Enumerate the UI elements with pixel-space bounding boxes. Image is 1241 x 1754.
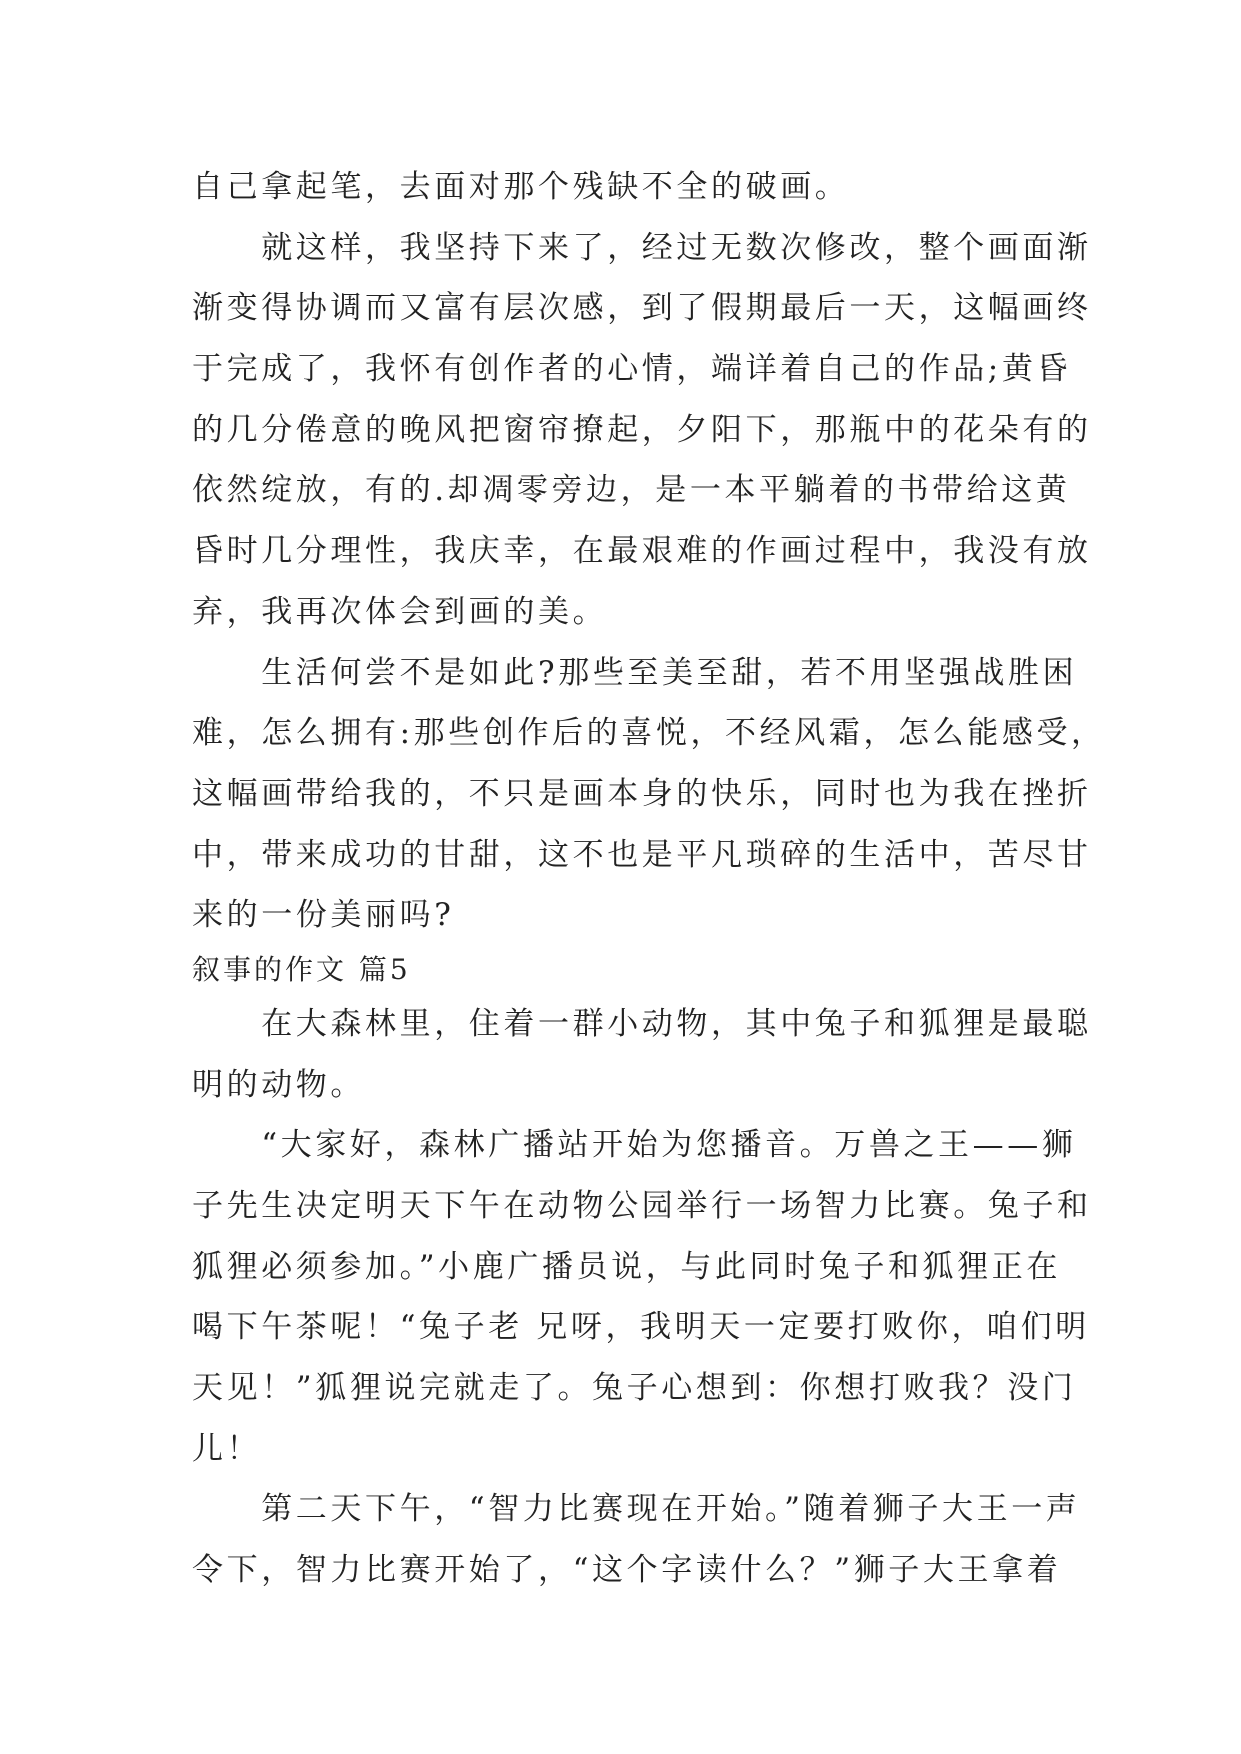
- text-line: 来的一份美丽吗?: [192, 897, 455, 934]
- text-line: 自己拿起笔，去面对那个残缺不全的破画。: [192, 169, 850, 205]
- text-line: 第二天下午，“智力比赛现在开始。”随着狮子大王一声: [192, 1491, 1081, 1528]
- text-line: 在大森林里，住着一群小动物，其中兔子和狐狸是最聪: [192, 1005, 1092, 1042]
- text-line: 难，怎么拥有:那些创作后的喜悦，不经风霜，怎么能感受，: [192, 715, 1106, 752]
- text-line: 子先生决定明天下午在动物公园举行一场智力比赛。兔子和: [192, 1188, 1092, 1224]
- text-line: 弃，我再次体会到画的美。: [192, 593, 608, 630]
- text-line: 这幅画带给我的，不只是画本身的快乐，同时也为我在挫折: [192, 775, 1092, 812]
- text-line: 明的动物。: [192, 1066, 365, 1103]
- text-line: 的几分倦意的晚风把窗帘撩起，夕阳下，那瓶中的花朵有的: [192, 411, 1092, 448]
- text-line: 依然绽放，有的.却凋零旁边，是一本平躺着的书带给这黄: [192, 472, 1071, 509]
- text-line: 喝下午茶呢！“兔子老 兄呀，我明天一定要打败你，咱们明: [192, 1309, 1090, 1346]
- section-heading: 叙事的作文 篇5: [192, 952, 411, 986]
- text-line: 生活何尝不是如此?那些至美至甜，若不用坚强战胜困: [192, 654, 1078, 691]
- text-line: “大家好，森林广播站开始为您播音。万兽之王——狮: [192, 1127, 1077, 1164]
- text-line: 就这样，我坚持下来了，经过无数次修改，整个画面渐: [192, 229, 1092, 266]
- text-line: 狐狸必须参加。”小鹿广播员说，与此同时兔子和狐狸正在: [192, 1248, 1061, 1285]
- text-line: 昏时几分理性，我庆幸，在最艰难的作画过程中，我没有放: [192, 533, 1092, 570]
- text-line: 于完成了，我怀有创作者的心情，端详着自己的作品;黄昏: [192, 351, 1072, 388]
- text-line: 中，带来成功的甘甜，这不也是平凡琐碎的生活中，苦尽甘: [192, 836, 1092, 873]
- document-body: [192, 157, 1106, 1601]
- text-line: 令下，智力比赛开始了，“这个字读什么？”狮子大王拿着: [192, 1552, 1062, 1589]
- text-line: 渐变得协调而又富有层次感，到了假期最后一天，这幅画终: [192, 290, 1092, 327]
- text-line: 天见！”狐狸说完就走了。兔子心想到：你想打败我？没门: [192, 1370, 1077, 1407]
- text-line: 儿！: [192, 1430, 262, 1467]
